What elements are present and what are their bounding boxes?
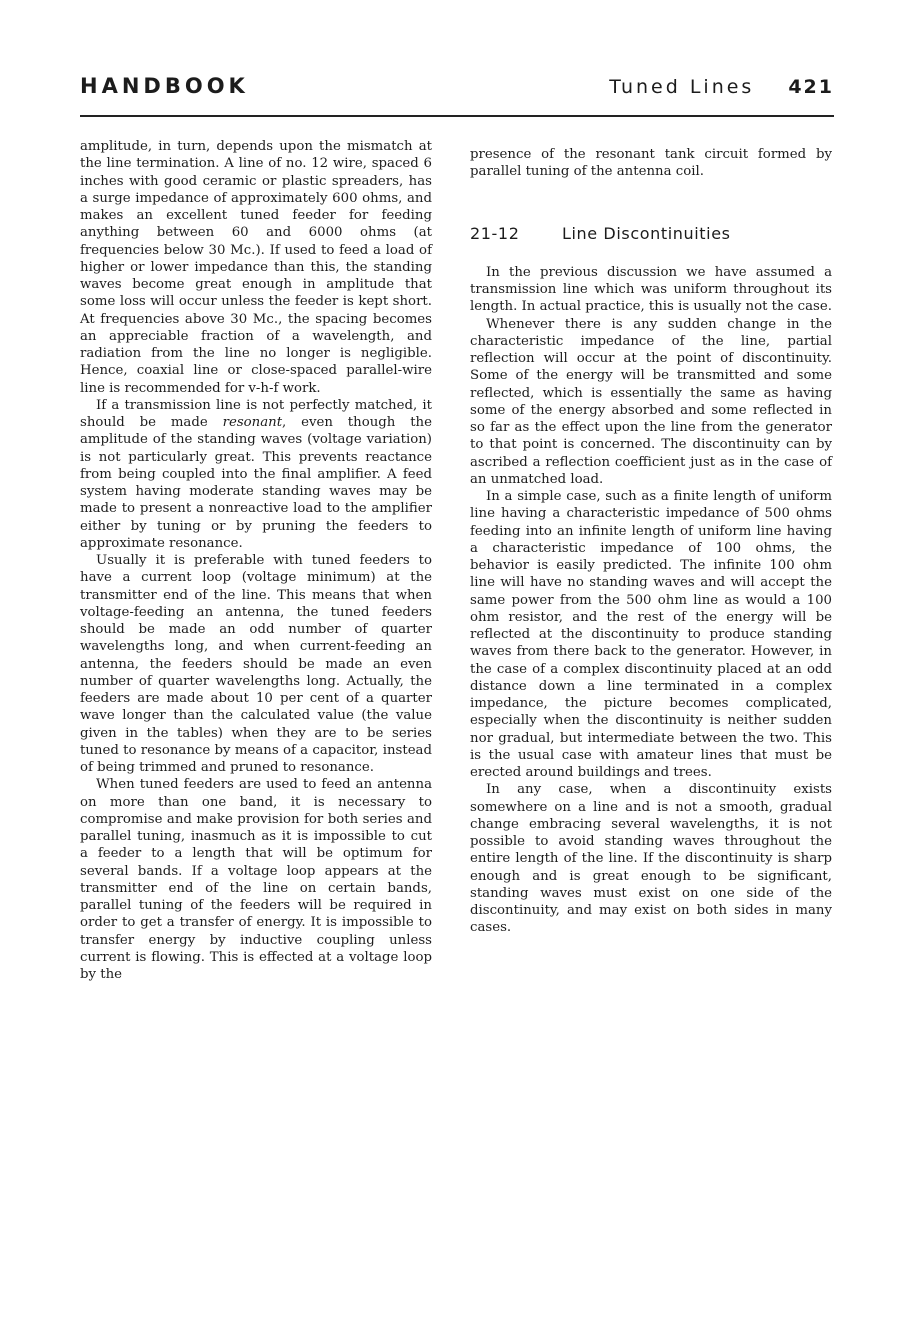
header-rule xyxy=(80,115,834,117)
section-heading xyxy=(470,225,832,242)
paragraph: In the previous discussion we have assumed a transmission line which was uniform throughout its length. In actual practice, this is usually not the case. xyxy=(470,264,832,315)
chapter-title: Tuned Lines xyxy=(609,76,755,98)
section-number: 21-12 xyxy=(470,223,520,243)
paragraph: Usually it is preferable with tuned feeders to have a current loop (voltage minimum) at the transmitter end of the line. This means that when voltage-feeding an antenna, the tuned feeders should be made an odd number of quarter wavelengths long, and when current-feeding an antenna, the feeders should be made an even number of quarter wavelengths long. Actually, the feeders are made about 10 per cent of a quarter wave longer than the calculated value (the value given in the tables) when they are to be series tuned to resonance by means of a capacitor, instead of being trimmed and pruned to resonance. xyxy=(80,553,432,775)
paragraph: In any case, when a discontinuity exists somewhere on a line and is not a smooth, gradual change embracing several wavelengths, it is not possible to avoid standing waves throughout the entire length of the line. If the discontinuity is sharp enough and is great enough to be significant, standing waves must exist on one side of the discontinuity, and may exist on both sides in many cases. xyxy=(470,782,832,936)
paragraph-continuation: presence of the resonant tank circuit formed by parallel tuning of the antenna coil. xyxy=(470,147,832,180)
right-column xyxy=(470,146,832,937)
paragraph: amplitude, in turn, depends upon the mismatch at the line termination. A line of no. 12 wire, spaced 6 inches with good ceramic or plastic spreaders, has a surge impedance of approximately 600 ohms, and makes an excellent tuned feeder for feeding anything between 60 and 6000 ohms (at frequencies below 30 Mc.). If used to feed a load of higher or lower impedance than this, the standing waves become great enough in amplitude that some loss will occur unless the feeder is kept short. At frequencies above 30 Mc., the spacing becomes an appreciable fraction of a wavelength, and radiation from the line no longer is negligible. Hence, coaxial line or close-spaced parallel-wire line is recommended for v-h-f work. xyxy=(80,139,432,396)
running-header-right xyxy=(609,76,834,98)
left-column xyxy=(80,138,432,983)
paragraph: When tuned feeders are used to feed an antenna on more than one band, it is necessary to compromise and make provision for both series and parallel tuning, inasmuch as it is impossible to cut a feeder to a length that will be optimum for several bands. If a voltage loop appears at the transmitter end of the line on certain bands, parallel tuning of the feeders will be required in order to get a transfer of energy. It is impossible to transfer energy by inductive coupling unless current is flowing. This is effected at a voltage loop by the xyxy=(80,777,432,982)
section-title: Line Discontinuities xyxy=(562,223,731,243)
paragraph: In a simple case, such as a finite length of uniform line having a characteristic impedance of 500 ohms feeding into an infinite length of uniform line having a characteristic impedance of 100 ohms, the behavior is easily predicted. The infinite 100 ohm line will have no standing waves and will accept the same power from the 500 ohm line as would a 100 ohm resistor, and the rest of the energy will be reflected at the discontinuity to produce standing waves from there back to the generator. However, in the case of a complex discontinuity placed at an odd distance down a line terminated in a complex impedance, the picture becomes complicated, especially when the discontinuity is neither sudden nor gradual, but intermediate between the two. This is the usual case with amateur lines that must be erected around buildings and trees. xyxy=(470,489,832,780)
paragraph: If a transmission line is not perfectly matched, it should be made resonant, even though the amplitude of the standing waves (voltage variation) is not particularly great. This prevents reactance from being coupled into the final amplifier. A feed system having moderate standing waves may be made to present a nonreactive load to the amplifier either by tuning or by pruning the feeders to approximate resonance. xyxy=(80,397,432,551)
page-number: 421 xyxy=(788,76,834,98)
running-header-left: HANDBOOK xyxy=(80,74,249,98)
paragraph: Whenever there is any sudden change in the characteristic impedance of the line, partial reflection will occur at the point of discontinuity. Some of the energy will be transmitted and some reflected, which is essentially the same as having some of the energy absorbed and some reflected in so far as the effect upon the line from the generator to that point is concerned. The discontinuity can by ascribed a reflection coefficient just as in the case of an unmatched load. xyxy=(470,316,832,487)
